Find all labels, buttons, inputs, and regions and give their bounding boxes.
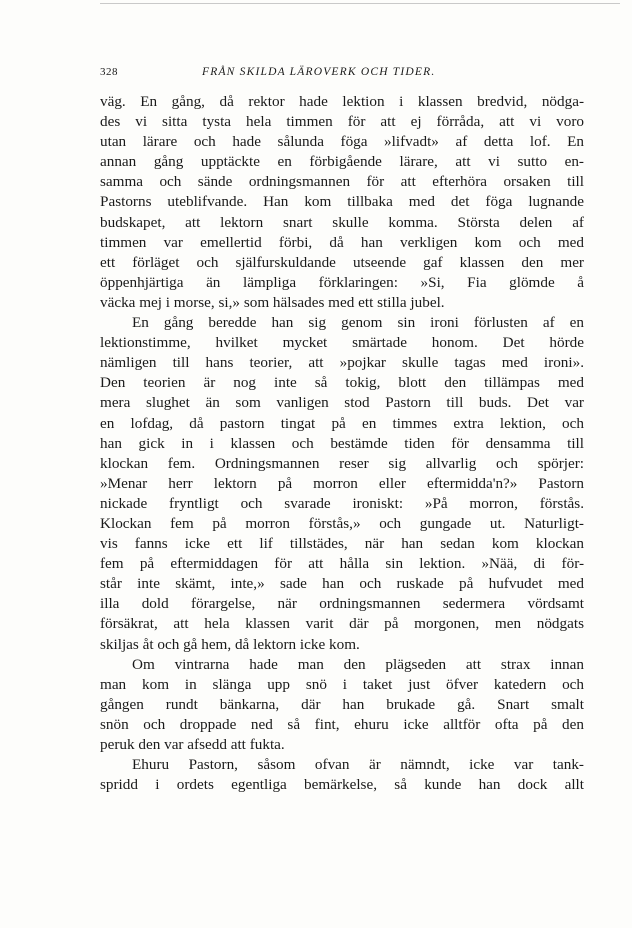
text-line: nickade fryntligt och svarade ironiskt: »På morron, förstås.: [100, 494, 584, 512]
text-line: des vi sitta tysta hela timmen för att ej förråda, att vi voro: [100, 113, 584, 131]
text-line: ett förläget och själfurskuldande utseende gaf klassen den mer: [100, 253, 584, 271]
page-number: 328: [100, 66, 118, 78]
text-line: mera slughet än som vanligen stod Pastorn till buds. Det var: [100, 394, 584, 412]
text-line: en lofdag, då pastorn tingat på en timmes extra lektion, och: [100, 414, 584, 432]
text-line: annan gång upptäckte en förbigående lärare, att vi sutto en-: [100, 153, 584, 171]
text-line: Pastorns uteblifvande. Han kom tillbaka med det föga lugnande: [100, 193, 584, 211]
text-line: Den teorien är nog inte så tokig, blott den tillämpas med: [100, 374, 584, 392]
text-line: timmen var emellertid förbi, då han verkligen kom och med: [100, 233, 584, 251]
scan-edge-rule: [100, 3, 620, 4]
text-line: utan lärare och hade sålunda föga »lifvadt» af detta lof. En: [100, 133, 584, 151]
text-line: försäkrat, att hela klassen varit där på morgonen, men nödgats: [100, 615, 584, 633]
text-line: lektionstimme, hvilket mycket smärtade honom. Det hörde: [100, 334, 584, 352]
text-line: han gick in i klassen och bestämde tiden för densamma till: [100, 434, 584, 452]
text-line: vis fanns icke ett lif tillstädes, när han sedan kom klockan: [100, 535, 584, 553]
text-line: klockan fem. Ordningsmannen reser sig allvarlig och spörjer:: [100, 454, 584, 472]
text-line: En gång beredde han sig genom sin ironi förlusten af en: [132, 314, 584, 332]
running-header: [100, 66, 588, 86]
text-line: budskapet, att lektorn snart skulle komma. Största delen af: [100, 213, 584, 231]
text-line: »Menar herr lektorn på morron eller eftermidda'n?» Pastorn: [100, 474, 584, 492]
text-line: peruk den var afsedd att fukta.: [100, 736, 285, 753]
text-line: illa dold förargelse, när ordningsmannen sedermera vördsamt: [100, 595, 584, 613]
text-line: väcka mej i morse, si,» som hälsades med ett stilla jubel.: [100, 293, 445, 311]
text-line: fem på eftermiddagen för att hålla sin lektion. »Nää, di för-: [100, 555, 584, 573]
text-line: skiljas åt och gå hem, då lektorn icke kom.: [100, 635, 360, 653]
body-text: [100, 92, 584, 795]
text-line: man kom in slänga upp snö i taket just öfver katedern och: [100, 675, 584, 693]
text-line: nämligen till hans teorier, att »pojkar skulle tagas med ironi».: [100, 354, 584, 372]
text-line: gången rundt bänkarna, där han brukade gå. Snart smalt: [100, 695, 584, 713]
text-line: Klockan fem på morron förstås,» och gungade ut. Naturligt-: [100, 514, 584, 532]
running-title: FRÅN SKILDA LÄROVERK OCH TIDER.: [202, 66, 436, 78]
text-line: Ehuru Pastorn, såsom ofvan är nämndt, icke var tank-: [132, 756, 584, 774]
text-line: Om vintrarna hade man den plägseden att strax innan: [132, 655, 584, 673]
text-line: snön och droppade ned så fint, ehuru icke alltför ofta på den: [100, 715, 584, 733]
text-line: står inte skämt, inte,» sade han och ruskade på hufvudet med: [100, 575, 584, 593]
text-line: spridd i ordets egentliga bemärkelse, så kunde han dock allt: [100, 776, 584, 794]
text-line: samma och sände ordningsmannen för att efterhöra orsaken till: [100, 173, 584, 191]
text-line: väg. En gång, då rektor hade lektion i klassen bredvid, nödga-: [100, 93, 584, 110]
text-line: öppenhjärtiga än lämpliga förklaringen: »Si, Fia glömde å: [100, 273, 584, 291]
